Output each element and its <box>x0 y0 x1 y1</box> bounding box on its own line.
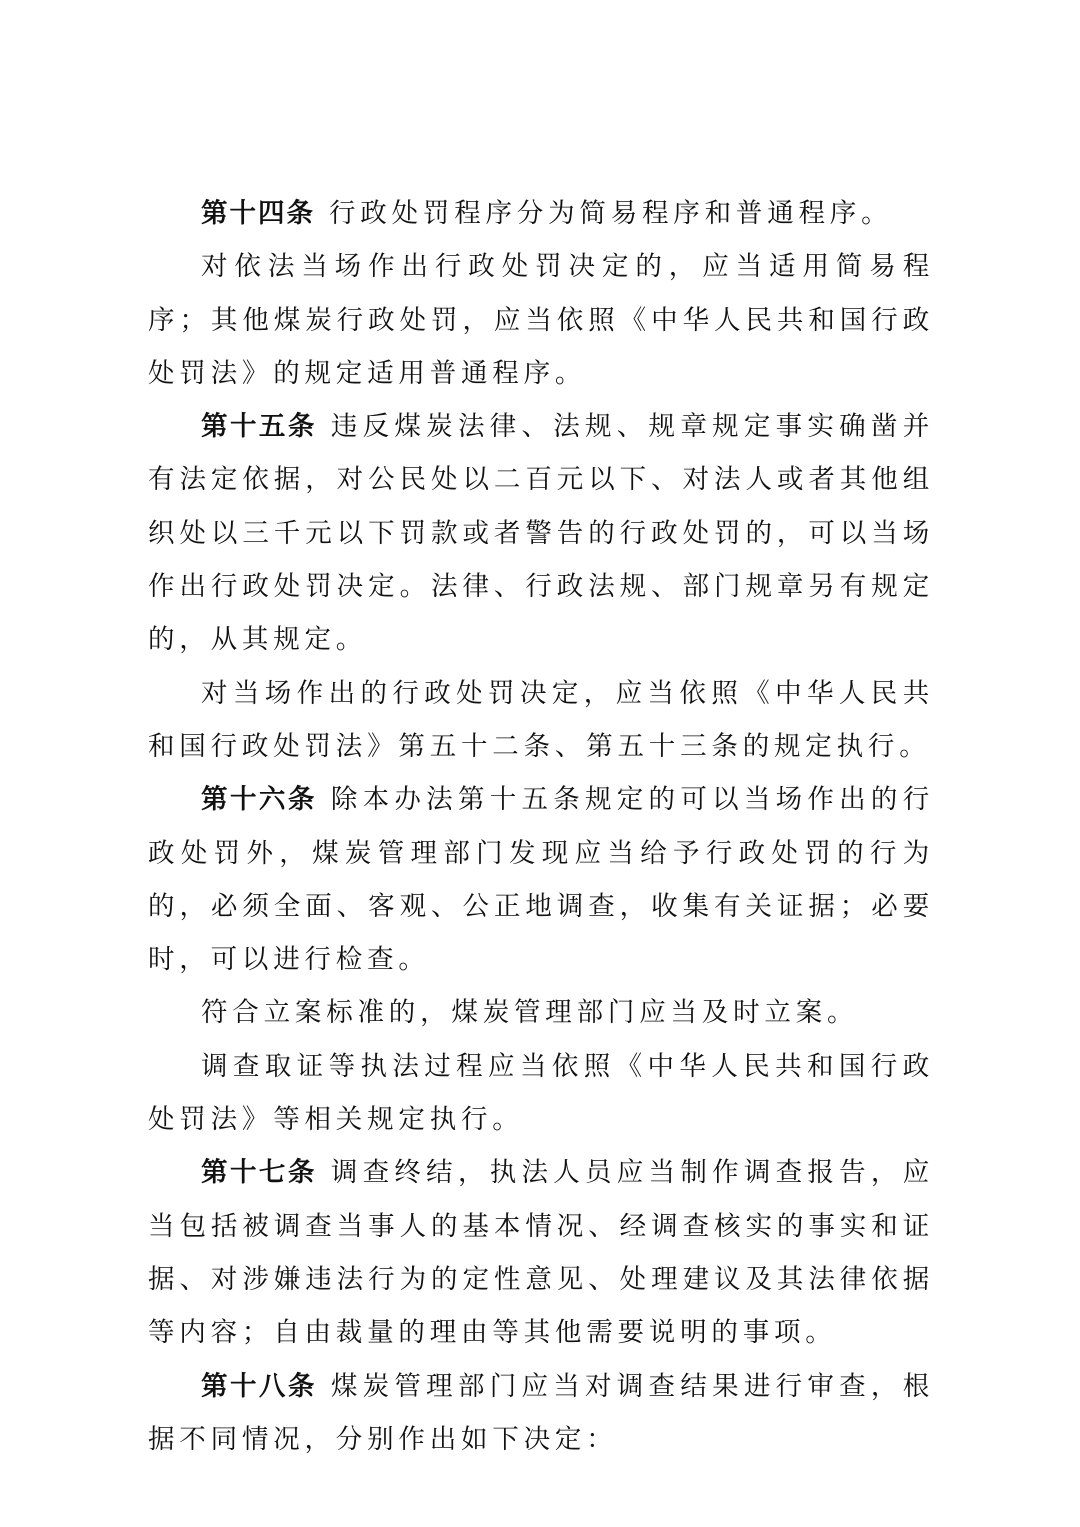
paragraph <box>148 986 934 1039</box>
article-number: 第十七条 <box>201 1157 317 1189</box>
paragraph-article-17 <box>148 1146 934 1359</box>
document-body <box>148 187 934 1466</box>
paragraph-text: 行政处罚程序分为简易程序和普通程序。 <box>329 198 893 229</box>
paragraph-article-18 <box>148 1360 934 1467</box>
article-number: 第十四条 <box>201 198 315 229</box>
paragraph-text: 调查终结，执法人员应当制作调查报告，应当包括被调查当事人的基本情况、经调查核实的事实和证据、对涉嫌违法行为的定性意见、处理建议及其法律依据等内容；自由裁量的理由等其他需要说明的事项。 <box>148 1157 934 1349</box>
paragraph-text: 违反煤炭法律、法规、规章规定事实确凿并有法定依据，对公民处以二百元以下、对法人或者其他组织处以三千元以下罚款或者警告的行政处罚的，可以当场作出行政处罚决定。法律、行政法规、部门规章另有规定的，从其规定。 <box>148 411 934 656</box>
paragraph <box>148 1040 934 1147</box>
paragraph-text: 对当场作出的行政处罚决定，应当依照《中华人民共和国行政处罚法》第五十二条、第五十三条的规定执行。 <box>148 677 934 762</box>
article-number: 第十五条 <box>201 411 317 443</box>
article-number: 第十八条 <box>201 1370 317 1402</box>
article-number: 第十六条 <box>201 784 317 816</box>
paragraph <box>148 667 934 774</box>
paragraph-article-14 <box>148 187 934 240</box>
paragraph-text: 除本办法第十五条规定的可以当场作出的行政处罚外，煤炭管理部门发现应当给予行政处罚的行为的，必须全面、客观、公正地调查，收集有关证据；必要时，可以进行检查。 <box>148 784 934 976</box>
paragraph-text: 符合立案标准的，煤炭管理部门应当及时立案。 <box>201 997 859 1029</box>
paragraph-text: 对依法当场作出行政处罚决定的，应当适用简易程序；其他煤炭行政处罚，应当依照《中华人民共和国行政处罚法》的规定适用普通程序。 <box>148 251 934 389</box>
paragraph <box>148 240 934 400</box>
paragraph-text: 调查取证等执法过程应当依照《中华人民共和国行政处罚法》等相关规定执行。 <box>148 1050 934 1136</box>
paragraph-text: 煤炭管理部门应当对调查结果进行审查，根据不同情况，分别作出如下决定： <box>148 1370 934 1455</box>
paragraph-article-16 <box>148 773 934 986</box>
paragraph-article-15 <box>148 400 934 666</box>
